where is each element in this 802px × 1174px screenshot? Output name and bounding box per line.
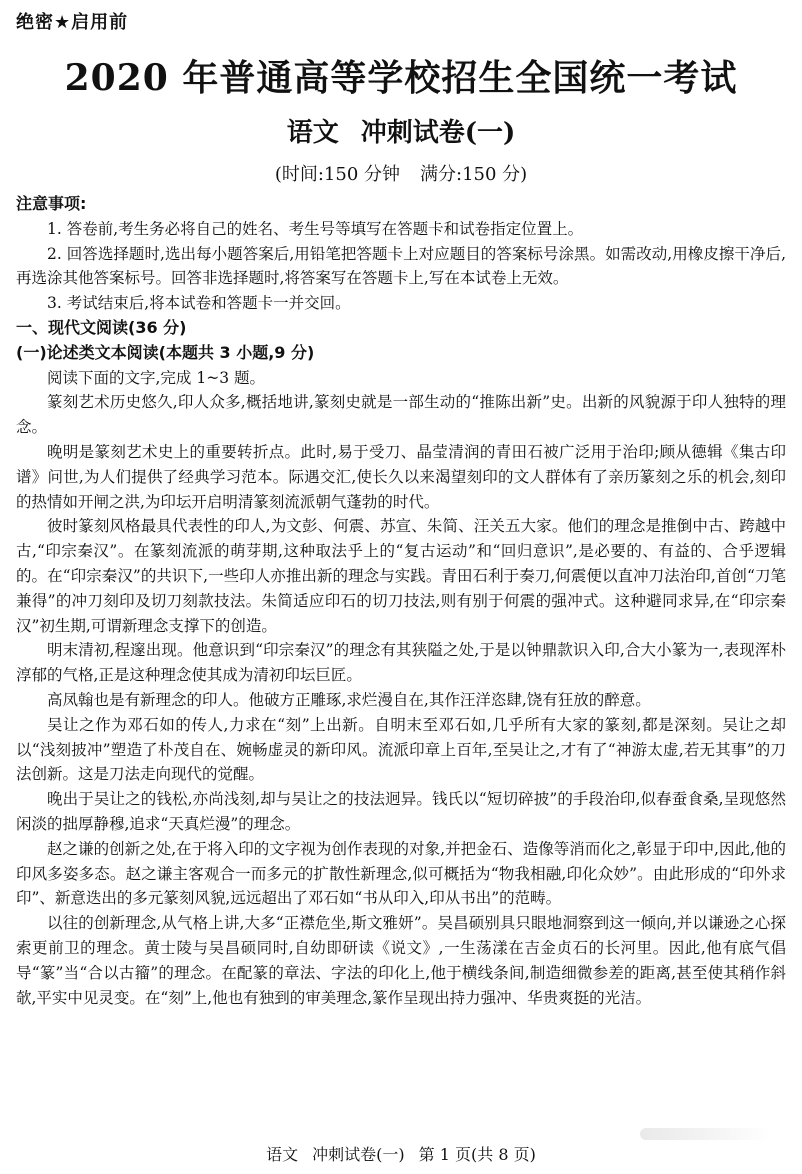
section-title: 一、现代文阅读(36 分) [16,317,187,337]
article-paragraph: 明末清初,程邃出现。他意识到“印宗秦汉”的理念有其狭隘之处,于是以钟鼎款识入印,合大小篆为一,表现浑朴淳郁的气格,正是这种理念使其成为清初印坛巨匠。 [16,641,786,685]
article-paragraph: 高凤翰也是有新理念的印人。他破方正雕琢,求烂漫自在,其作汪洋恣肆,饶有狂放的醉意。 [47,690,651,709]
score-text: 满分:150 分) [420,164,528,185]
watermark-smudge [640,1128,770,1140]
article-paragraph: 篆刻艺术历史悠久,印人众多,概括地讲,篆刻史就是一部生动的“推陈出新”史。出新的风貌源于印人独特的理念。 [16,393,786,437]
notice-heading: 注意事项: [16,194,87,213]
article-paragraph: 晚出于吴让之的钱松,亦尚浅刻,却与吴让之的技法迥异。钱氏以“短切碎披”的手段治印,似春蚕食桑,呈现悠然闲淡的拙厚静穆,追求“天真烂漫”的理念。 [16,790,786,833]
section-subtitle: (一)论述类文本阅读(本题共 3 小题,9 分) [16,342,315,362]
article-paragraph: 晚明是篆刻艺术史上的重要转折点。此时,易于受刀、晶莹清润的青田石被广泛用于治印;顾从德辑《集古印谱》问世,为人们提供了经典学习范本。际遇交汇,使长久以来渴望刻印的文人群体有了亲历篆刻之乐的机会,刻印的热情如开闸之洪,为印坛开启明清篆刻流派朝气蓬勃的时代。 [16,442,786,511]
secret-label: 绝密★启用前 [16,12,129,33]
paper-subtitle [0,112,802,149]
article-paragraph: 赵之谦的创新之处,在于将入印的文字视为创作表现的对象,并把金石、造像等消而化之,彰显于印中,因此,他的印风多姿多态。赵之谦主客观合一而多元的扩散性新理念,似可概括为“物我相融,印化众妙”。由此形成的“印外求印”、新意迭出的多元篆刻风貌,远远超出了邓石如“书从印入,印从书出”的范畴。 [16,839,786,908]
article-paragraph: 彼时篆刻风格最具代表性的印人,为文彭、何震、苏宣、朱简、汪关五大家。他们的理念是推倒中古、跨越中古,“印宗秦汉”。在篆刻流派的萌芽期,这种取法乎上的“复古运动”和“回归意识”,是必要的、有益的、合乎逻辑的。在“印宗秦汉”的共识下,一些印人亦推出新的理念与实践。青田石利于奏刀,何震便以直冲刀法治印,首创“刀笔兼得”的冲刀刻印及切刀刻款技法。朱简适应印石的切刀技法,则有别于何震的强冲式。这种避同求异,在“印宗秦汉”初生期,可谓新理念支撑下的创造。 [16,517,786,635]
section-instruction: 阅读下面的文字,完成 1~3 题。 [47,368,265,387]
footer-paper-name: 冲刺试卷(一) [312,1145,405,1164]
footer-page-info: 第 1 页(共 8 页) [418,1145,536,1164]
article-paragraph: 吴让之作为邓石如的传人,力求在“刻”上出新。自明末至邓石如,几乎所有大家的篆刻,都是深刻。吴让之却以“浅刻披冲”塑造了朴茂自在、婉畅虚灵的新印风。流派印章上百年,至吴让之,才有了“神游太虚,若无其事”的刀法创新。这是刀法走向现代的觉醒。 [16,715,786,784]
time-score-line [0,160,802,186]
notice-item: 3. 考试结束后,将本试卷和答题卡一并交回。 [47,294,351,313]
notice-item: 2. 回答选择题时,选出每小题答案后,用铅笔把答题卡上对应题目的答案标号涂黑。如需改动,用橡皮擦干净后,再选涂其他答案标号。回答非选择题时,将答案写在答题卡上,写在本试卷上无效。 [16,244,786,288]
article-paragraph: 以往的创新理念,从气格上讲,大多“正襟危坐,斯文雅妍”。吴昌硕别具只眼地洞察到这一倾向,并以谦逊之心探索更前卫的理念。黄士陵与吴昌硕同时,自幼即研读《说文》,一生荡漾在吉金贞石的长河里。因此,他有底气倡导“篆”当“合以古籀”的理念。在配篆的章法、字法的印化上,他于横线条间,制造细微参差的距离,甚至使其稍作斜欹,平实中见灵变。在“刻”上,他也有独到的审美理念,篆作呈现出持力强冲、华贵爽挺的光洁。 [16,914,786,1007]
time-text: (时间:150 分钟 [274,164,400,185]
exam-title: 2020 年普通高等学校招生全国统一考试 [64,57,738,99]
paper-name: 冲刺试卷(一) [360,118,516,148]
subject-label: 语文 [286,118,339,148]
footer-subject: 语文 [266,1145,299,1164]
notice-item: 1. 答卷前,考生务必将自己的姓名、考生号等填写在答题卡和试卷指定位置上。 [47,219,584,238]
page-footer [0,1142,802,1165]
exam-body [16,192,786,1010]
